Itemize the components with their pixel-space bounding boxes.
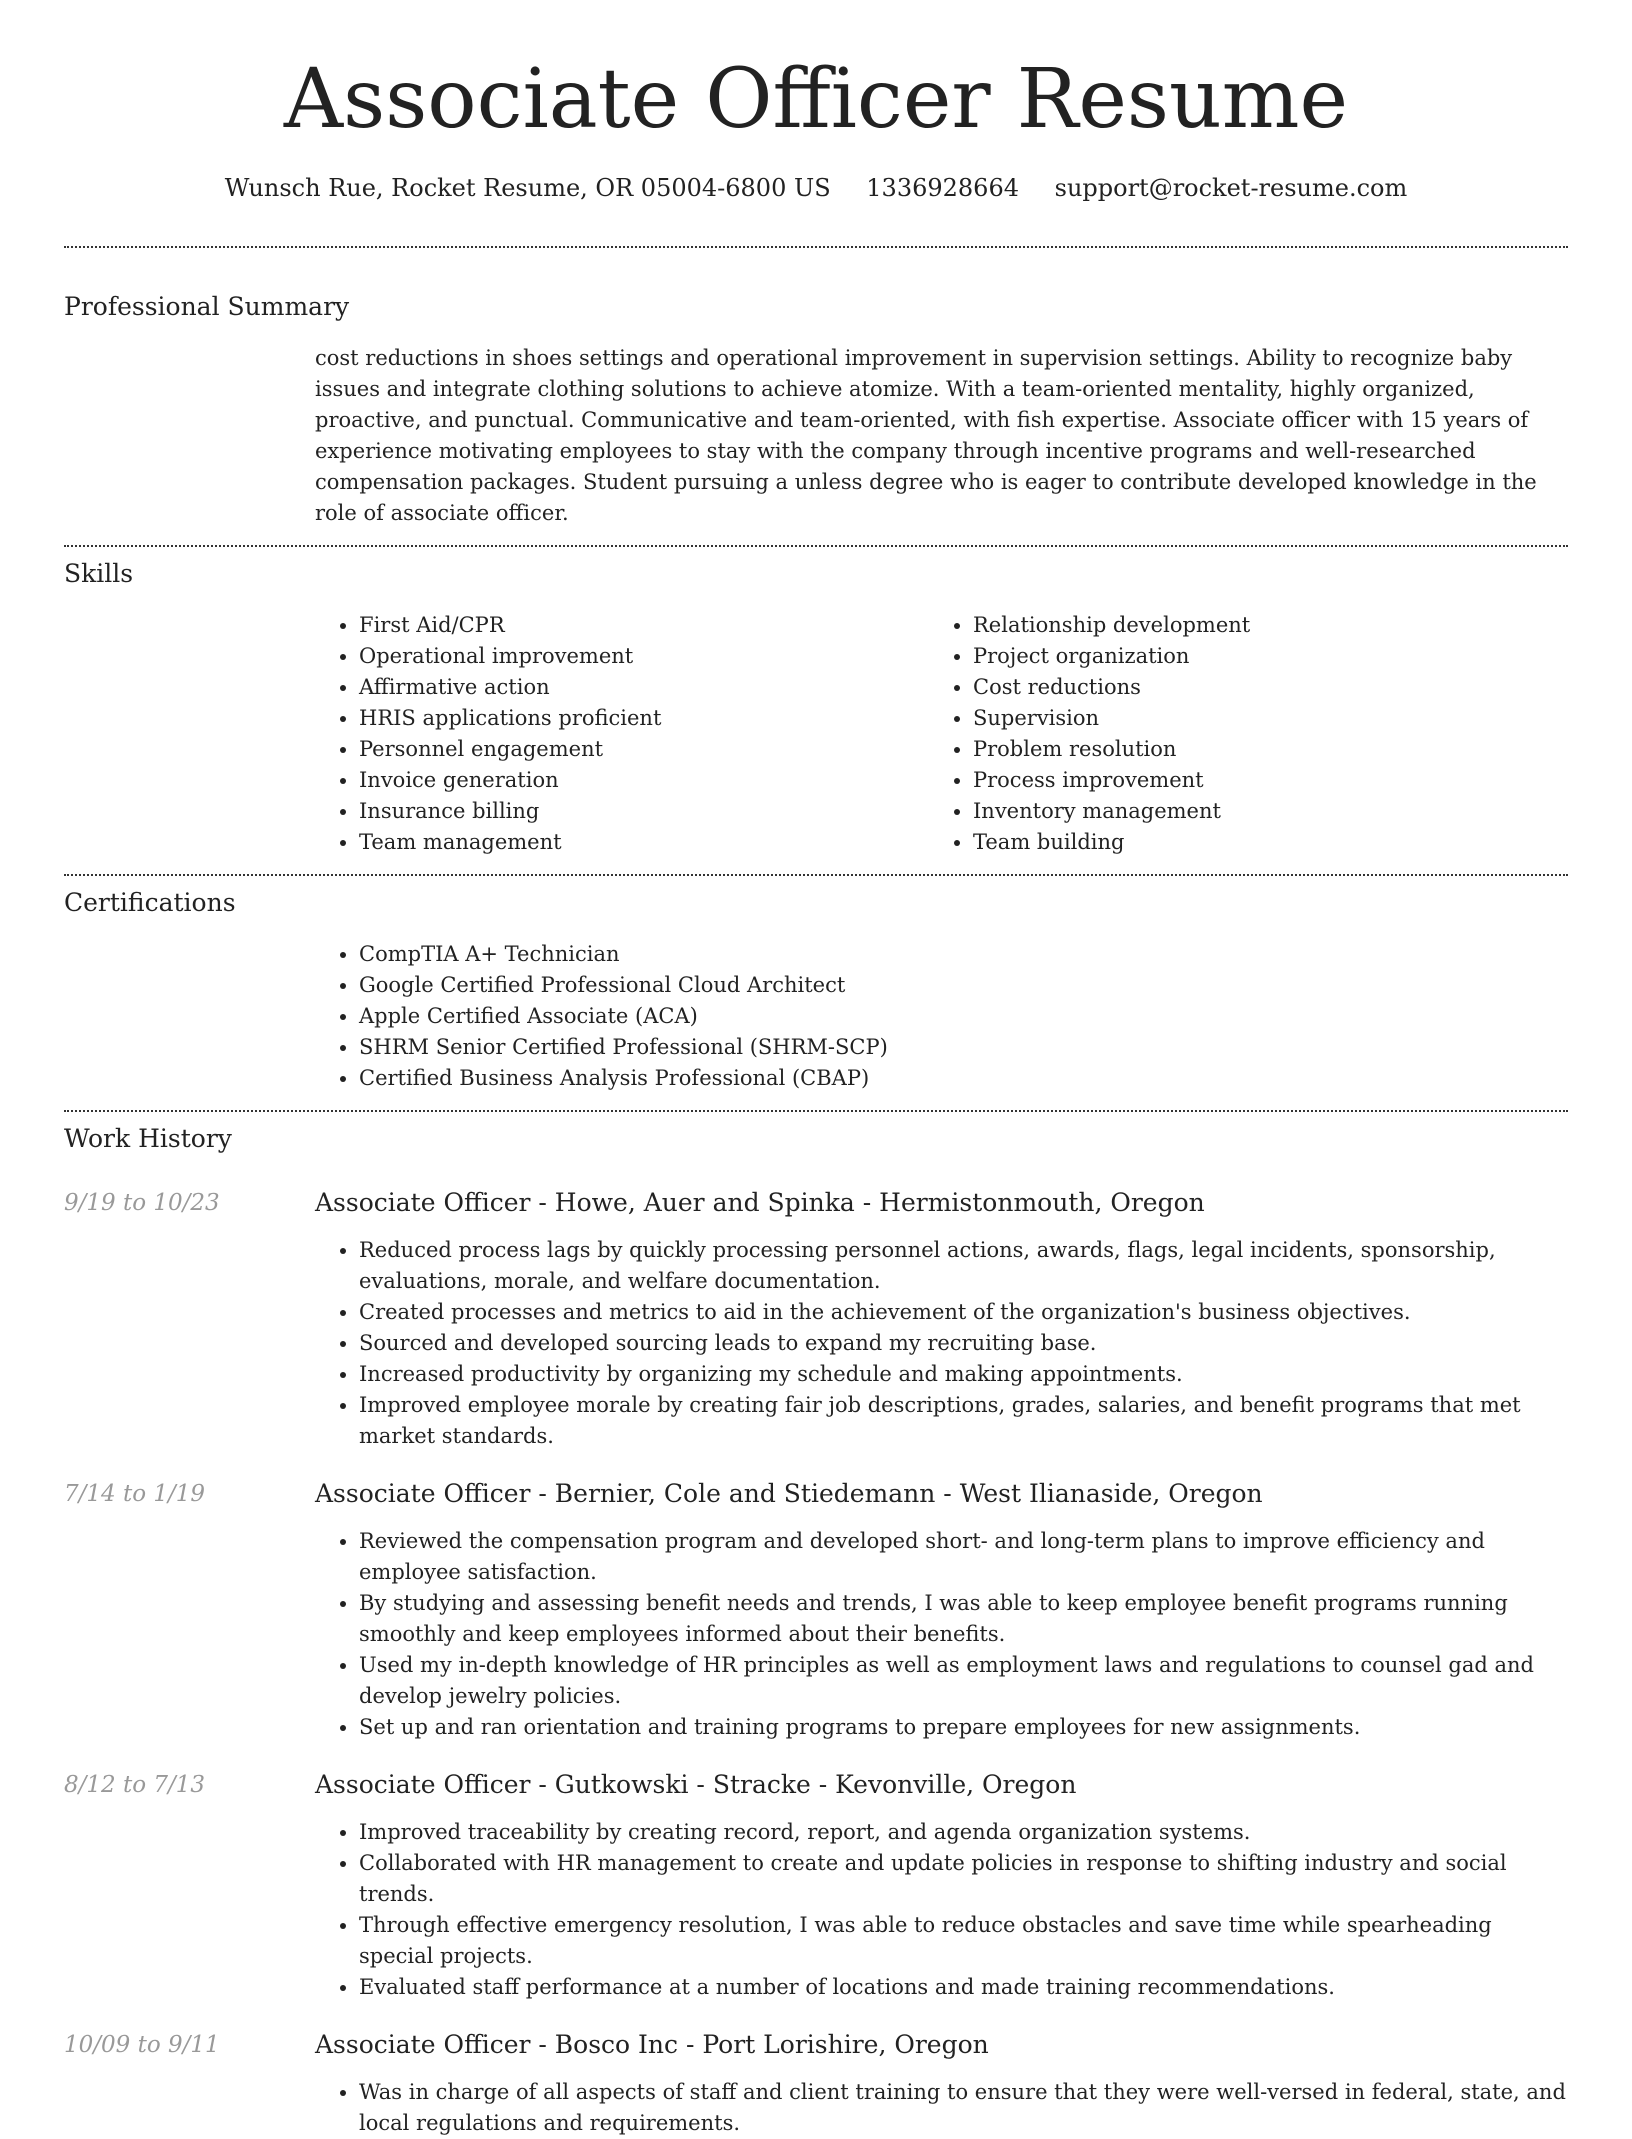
divider — [64, 246, 1568, 248]
certification-item: • CompTIA A+ Technician — [359, 939, 888, 970]
contact-address: Wunsch Rue, Rocket Resume, OR 05004-6800 US — [224, 174, 831, 202]
job-entry — [64, 1187, 1568, 1452]
job-bullet: • Increased productivity by organizing my schedule and making appointments. — [359, 1359, 1568, 1390]
job-bullet: • Used my in-depth knowledge of HR principles as well as employment laws and regulations to counsel gad and develop jewelry policies. — [359, 1650, 1568, 1712]
job-bullet: • Created processes and metrics to aid in the achievement of the organization's business objectives. — [359, 1297, 1568, 1328]
professional-summary-section — [64, 292, 1568, 529]
job-bullet: • Collaborated with HR management to create and update policies in response to shifting industry and social trends. — [359, 1848, 1568, 1910]
job-body — [315, 1478, 1568, 1743]
skill-item: • Problem resolution — [973, 734, 1543, 765]
skill-item: • Cost reductions — [973, 672, 1543, 703]
job-entry — [64, 2029, 1568, 2139]
skill-item: • Insurance billing — [359, 796, 929, 827]
skill-item: • First Aid/CPR — [359, 610, 929, 641]
skills-section — [64, 559, 1568, 858]
job-bullet: • By studying and assessing benefit needs and trends, I was able to keep employee benefit programs running smoothly and keep employees informed about their benefits. — [359, 1588, 1568, 1650]
job-body — [315, 1769, 1568, 2003]
skills-column-left — [315, 610, 929, 858]
skill-item: • Process improvement — [973, 765, 1543, 796]
work-history-section — [64, 1124, 1568, 2139]
section-heading-work-history: Work History — [64, 1124, 232, 1153]
summary-text: cost reductions in shoes settings and operational improvement in supervision settings. Ability to recognize baby issues and integrate clothing solutions to achieve atomize. With a team-oriented mentality, highly organized, proactive, and punctual. Communicative and team-oriented, with fish expertise. Associate officer with 15 years of experience motivating employees to stay with the company through incentive programs and well-researched compensation packages. Student pursuing a unless degree who is eager to contribute developed knowledge in the role of associate officer. — [315, 346, 1537, 525]
job-entry — [64, 1769, 1568, 2003]
skill-item: • Supervision — [973, 703, 1543, 734]
skill-item: • HRIS applications proficient — [359, 703, 929, 734]
skill-item: • Affirmative action — [359, 672, 929, 703]
skills-columns — [315, 610, 1568, 858]
contact-phone: 1336928664 — [866, 174, 1019, 202]
certifications-list — [315, 939, 1568, 1094]
job-bullet: • Reduced process lags by quickly processing personnel actions, awards, flags, legal incidents, sponsorship, evaluations, morale, and welfare documentation. — [359, 1235, 1568, 1297]
job-title: Associate Officer - Bernier, Cole and Stiedemann - West Ilianaside, Oregon — [315, 1479, 1263, 1508]
skill-item: • Team building — [973, 827, 1543, 858]
divider — [64, 1110, 1568, 1112]
job-body — [315, 1187, 1568, 1452]
skill-item: • Operational improvement — [359, 641, 929, 672]
skill-item: • Invoice generation — [359, 765, 929, 796]
job-bullet: • Was in charge of all aspects of staff and client training to ensure that they were well-versed in federal, state, and local regulations and requirements. — [359, 2077, 1568, 2139]
job-title: Associate Officer - Bosco Inc - Port Lorishire, Oregon — [315, 2030, 989, 2059]
job-date: 10/09 to 9/11 — [64, 2032, 220, 2058]
job-date: 7/14 to 1/19 — [64, 1481, 206, 1507]
section-heading-skills: Skills — [64, 559, 134, 588]
certification-item: • Certified Business Analysis Professional (CBAP) — [359, 1063, 888, 1094]
contact-line — [64, 172, 1568, 204]
job-bullet: • Reviewed the compensation program and developed short- and long-term plans to improve efficiency and employee satisfaction. — [359, 1526, 1568, 1588]
job-date: 8/12 to 7/13 — [64, 1772, 206, 1798]
divider — [64, 545, 1568, 547]
jobs-list — [64, 1187, 1568, 2139]
job-entry — [64, 1478, 1568, 1743]
section-heading-summary: Professional Summary — [64, 292, 350, 321]
job-title: Associate Officer - Howe, Auer and Spinka - Hermistonmouth, Oregon — [315, 1188, 1205, 1217]
certification-item: • Google Certified Professional Cloud Architect — [359, 970, 888, 1001]
job-bullet: • Improved traceability by creating record, report, and agenda organization systems. — [359, 1817, 1568, 1848]
job-date: 9/19 to 10/23 — [64, 1190, 220, 1216]
job-bullet: • Through effective emergency resolution, I was able to reduce obstacles and save time while spearheading special projects. — [359, 1910, 1568, 1972]
skill-item: • Team management — [359, 827, 929, 858]
skill-item: • Project organization — [973, 641, 1543, 672]
resume-title: Associate Officer Resume — [283, 52, 1349, 147]
skill-item: • Relationship development — [973, 610, 1543, 641]
certification-item: • Apple Certified Associate (ACA) — [359, 1001, 888, 1032]
divider — [64, 874, 1568, 876]
job-bullet: • Evaluated staff performance at a number of locations and made training recommendations. — [359, 1972, 1568, 2003]
skills-column-right — [929, 610, 1543, 858]
section-heading-certifications: Certifications — [64, 888, 236, 917]
job-bullet: • Sourced and developed sourcing leads to expand my recruiting base. — [359, 1328, 1568, 1359]
job-bullet: • Set up and ran orientation and training programs to prepare employees for new assignments. — [359, 1712, 1568, 1743]
contact-email: support@rocket-resume.com — [1054, 174, 1408, 202]
job-bullet: • Improved employee morale by creating fair job descriptions, grades, salaries, and benefit programs that met market standards. — [359, 1390, 1568, 1452]
certifications-section — [64, 888, 1568, 1094]
skill-item: • Inventory management — [973, 796, 1543, 827]
skill-item: • Personnel engagement — [359, 734, 929, 765]
job-body — [315, 2029, 1568, 2139]
job-title: Associate Officer - Gutkowski - Stracke - Kevonville, Oregon — [315, 1770, 1077, 1799]
certification-item: • SHRM Senior Certified Professional (SHRM-SCP) — [359, 1032, 888, 1063]
